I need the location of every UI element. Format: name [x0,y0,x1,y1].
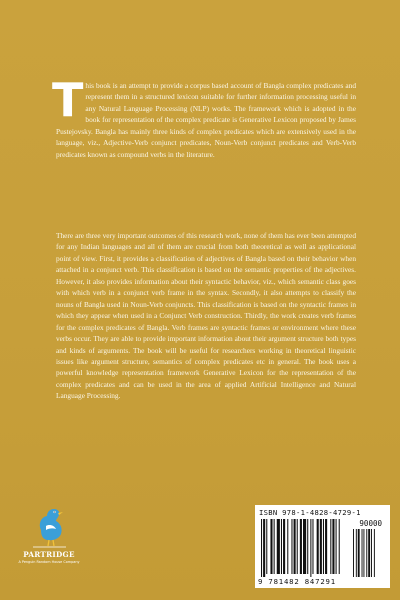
publisher-tagline: A Penguin Random House Company [18,560,80,564]
drop-cap-letter: T [52,73,82,127]
price-code: 90000 [359,519,382,528]
publisher-name: PARTRIDGE [23,550,75,559]
barcode-bar [332,519,334,574]
partridge-bird-icon [29,500,69,548]
barcode-bar [320,519,322,574]
addon-barcode-bar [366,529,367,577]
barcode-bar [287,519,288,574]
barcode-bar [294,519,296,574]
barcode-bar [303,519,306,574]
barcode-bar [307,519,308,574]
barcode-bar [261,519,262,577]
barcode-bar [266,519,267,574]
addon-barcode-bar [368,529,370,577]
barcode-bar [291,519,292,574]
barcode-bar [325,519,327,574]
ean-digits: 9 781482 847291 [258,577,336,586]
barcode-bar [274,519,275,574]
barcode-bar [323,519,324,574]
barcode-bar [330,519,331,574]
barcode-bar [317,519,319,574]
barcode-bar [263,519,265,577]
blurb-paragraph-1-text: his book is an attempt to provide a corpus based account of Bangla complex predicates and represent them in a structured lexicon suitable for further information processing useful in any Natural Language Processing (NLP) works. The framework which is adopted in the book for representation of the complex predicate is Generative Lexicon proposed by James Pustejovsky. Bangla has mainly three kinds of complex predicates which are extensively used in the language, viz., Adjective-Verb conjunct predicates, Noun-Verb conjunct predicates and Verb-Verb predicates known as compound verbs in the literature. [56,81,356,159]
addon-barcode-bar [358,529,360,577]
barcode-bar [310,519,311,577]
barcode-bar [336,519,337,574]
barcode-bar [270,519,272,574]
addon-barcode-bar [356,529,357,577]
barcode-bar [300,519,302,574]
blurb-paragraph-2: There are three very important outcomes of this research work, none of them has ever been attempted for any Indian languages and all of them are crucial from both theoretical as well as applicational point of view. First, it provides a classification of adjectives of Bangla based on their behavior when attached in a conjunct verb. This classification is based on the semantic properties of the adjectives. However, it also provides information about their syntactic behavior, viz., which semantic class goes with which verb in a conjunct verb frame in the syntax. Secondly, it also attempts to classify the nouns of Bangla used in Noun-Verb conjuncts. This classification is based on the syntactic frames in which they appear when used in a Conjunct Verb construction. Thirdly, the work creates verb frames for the complex predicates of Bangla. Verb frames are syntactic frames or environment where these verbs occur. They are able to provide important information about their argument structure both types and kinds of arguments. The book will be useful for researchers working in theoretical linguistic issues like argument structure, semantics of complex predicates etc in general. The book uses a powerful knowledge representation framework Generative Lexicon for the representation of the complex predicates and can be used in the area of applied Artificial Intelligence and Natural Language Processing. [56,231,356,401]
barcode-bar [339,519,340,574]
addon-barcode-bar [353,529,354,577]
isbn-barcode [255,505,390,588]
blurb-paragraph-1 [52,73,356,160]
barcode-bars [261,519,384,577]
barcode-bar [281,519,282,574]
publisher-logo [16,500,82,564]
barcode-bar [283,519,285,574]
barcode-bar [312,519,313,574]
addon-barcode-bar [363,529,364,577]
barcode-bar [277,519,280,574]
addon-barcode-bar [362,529,363,577]
barcode-bar [297,519,298,574]
addon-barcode-bar [374,529,375,577]
addon-barcode-bar [371,529,372,577]
isbn-number: ISBN 978-1-4828-4729-1 [259,508,361,517]
